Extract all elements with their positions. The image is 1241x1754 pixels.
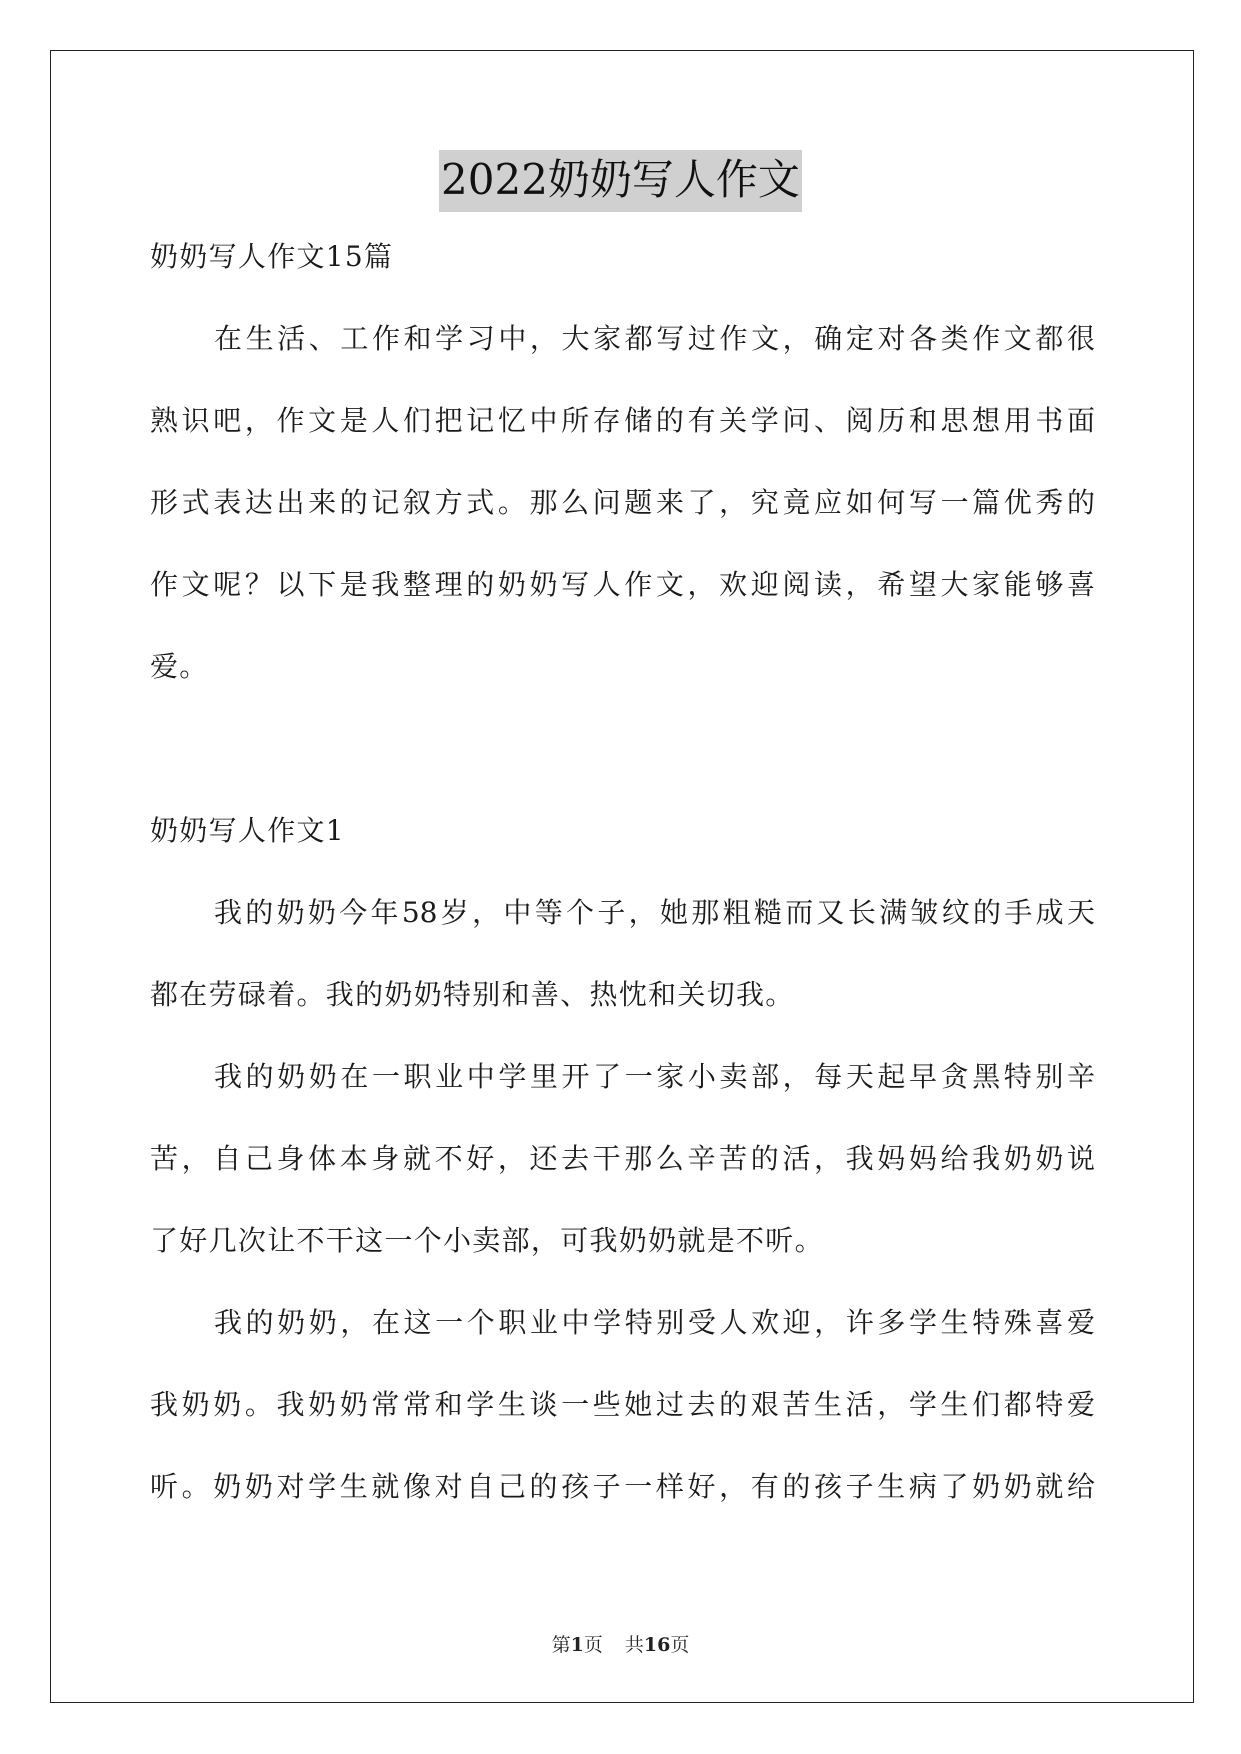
title-container [0,150,1241,212]
text-line: 奶奶写人作文15篇 [150,240,394,273]
blank-line [150,724,1095,806]
text-line: 爱。 [150,650,209,683]
footer-page-number: 1 [570,1634,584,1656]
text-line: 熟识吧，作文是人们把记忆中所存储的有关学问、阅历和思想用书面 [150,404,1095,437]
text-line: 在生活、工作和学习中，大家都写过作文，确定对各类作文都很 [214,322,1095,355]
text-line: 形式表达出来的记叙方式。那么问题来了，究竟应如何写一篇优秀的 [150,486,1095,519]
text-line: 了好几次让不干这一个小卖部，可我奶奶就是不听。 [150,1224,824,1257]
footer-total-suffix: 页 [670,1634,690,1656]
document-title: 2022奶奶写人作文 [439,150,802,212]
footer-total-prefix: 共 [624,1634,644,1656]
text-line: 我的奶奶，在这一个职业中学特别受人欢迎，许多学生特殊喜爱 [214,1306,1095,1339]
footer-page-suffix: 页 [583,1634,603,1656]
text-line: 作文呢？以下是我整理的奶奶写人作文，欢迎阅读，希望大家能够喜 [150,568,1095,601]
page-footer [0,1630,1241,1657]
text-line: 苦，自己身体本身就不好，还去干那么辛苦的活，我妈妈给我奶奶说 [150,1142,1095,1175]
text-line: 听。奶奶对学生就像对自己的孩子一样好，有的孩子生病了奶奶就给 [150,1470,1095,1503]
text-line: 奶奶写人作文1 [150,814,345,847]
document-body [150,232,1095,1544]
text-line: 我的奶奶在一职业中学里开了一家小卖部，每天起早贪黑特别辛 [214,1060,1095,1093]
text-line: 我奶奶。我奶奶常常和学生谈一些她过去的艰苦生活，学生们都特爱 [150,1388,1095,1421]
footer-prefix: 第 [551,1634,571,1656]
text-line: 都在劳碌着。我的奶奶特别和善、热忱和关切我。 [150,978,795,1011]
text-line: 我的奶奶今年58岁，中等个子，她那粗糙而又长满皱纹的手成天 [214,896,1095,929]
footer-total-pages: 16 [643,1634,671,1656]
